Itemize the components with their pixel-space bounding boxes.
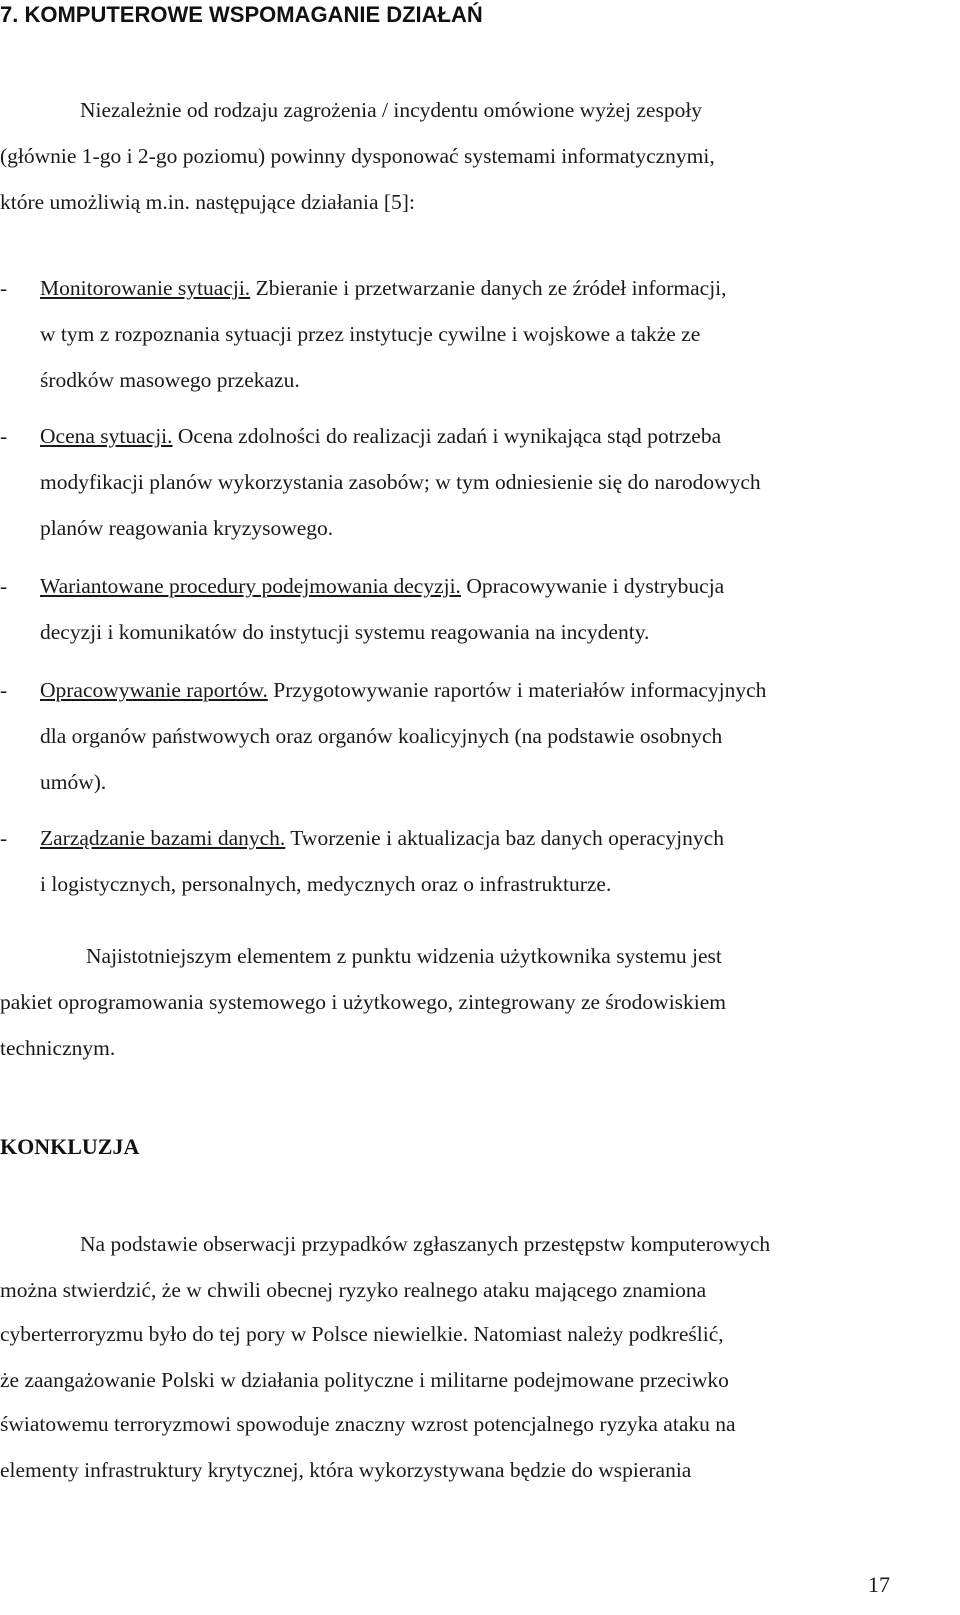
list-item-first-line bbox=[40, 424, 721, 449]
item-text: Przygotowywanie raportów i materiałów informacyjnych bbox=[267, 678, 767, 702]
paragraph-2-line-1: Najistotniejszym elementem z punktu widzenia użytkownika systemu jest bbox=[86, 944, 722, 968]
list-item-line: planów reagowania kryzysowego. bbox=[40, 516, 334, 540]
item-text: Ocena zdolności do realizacji zadań i wynikająca stąd potrzeba bbox=[172, 424, 722, 448]
list-item-first-line bbox=[40, 678, 766, 703]
intro-line-1: Niezależnie od rodzaju zagrożenia / incydentu omówione wyżej zespoły bbox=[80, 98, 703, 122]
list-item-line: modyfikacji planów wykorzystania zasobów; w tym odniesienie się do narodowych bbox=[40, 470, 761, 494]
list-dash: - bbox=[0, 574, 8, 598]
conclusion-heading: KONKLUZJA bbox=[0, 1134, 140, 1159]
conclusion-line-3: cyberterroryzmu było do tej pory w Polsce niewielkie. Natomiast należy podkreślić, bbox=[0, 1322, 724, 1346]
item-title: Zarządzanie bazami danych. bbox=[40, 826, 286, 850]
list-dash: - bbox=[0, 826, 8, 850]
page-number: 17 bbox=[868, 1572, 890, 1597]
item-title: Wariantowane procedury podejmowania decyzji. bbox=[40, 574, 461, 598]
conclusion-line-1: Na podstawie obserwacji przypadków zgłaszanych przestępstw komputerowych bbox=[80, 1232, 771, 1256]
list-item-first-line bbox=[40, 826, 724, 851]
list-dash: - bbox=[0, 424, 8, 448]
list-dash: - bbox=[0, 678, 8, 702]
conclusion-line-5: światowemu terroryzmowi spowoduje znaczny wzrost potencjalnego ryzyka ataku na bbox=[0, 1412, 736, 1436]
list-item-line: i logistycznych, personalnych, medycznych oraz o infrastrukturze. bbox=[40, 872, 612, 896]
item-title: Monitorowanie sytuacji. bbox=[40, 276, 251, 300]
list-item-line: umów). bbox=[40, 770, 107, 794]
item-title: Ocena sytuacji. bbox=[40, 424, 173, 448]
conclusion-line-6: elementy infrastruktury krytycznej, która wykorzystywana będzie do wspierania bbox=[0, 1458, 692, 1482]
paragraph-2-line-2: pakiet oprogramowania systemowego i użytkowego, zintegrowany ze środowiskiem bbox=[0, 990, 727, 1014]
list-item-line: środków masowego przekazu. bbox=[40, 368, 300, 392]
paragraph-2-line-3: technicznym. bbox=[0, 1036, 116, 1060]
item-title: Opracowywanie raportów. bbox=[40, 678, 268, 702]
list-dash: - bbox=[0, 276, 8, 300]
list-item-line: decyzji i komunikatów do instytucji systemu reagowania na incydenty. bbox=[40, 620, 650, 644]
item-text: Tworzenie i aktualizacja baz danych operacyjnych bbox=[285, 826, 724, 850]
section-heading: 7. KOMPUTEROWE WSPOMAGANIE DZIAŁAŃ bbox=[0, 2, 483, 27]
item-text: Opracowywanie i dystrybucja bbox=[460, 574, 725, 598]
item-text: Zbieranie i przetwarzanie danych ze źródeł informacji, bbox=[250, 276, 727, 300]
list-item-first-line bbox=[40, 574, 724, 599]
list-item-line: w tym z rozpoznania sytuacji przez instytucje cywilne i wojskowe a także ze bbox=[40, 322, 701, 346]
intro-line-3: które umożliwią m.in. następujące działania [5]: bbox=[0, 190, 415, 214]
conclusion-line-4: że zaangażowanie Polski w działania polityczne i militarne podejmowane przeciwko bbox=[0, 1368, 729, 1392]
conclusion-line-2: można stwierdzić, że w chwili obecnej ryzyko realnego ataku mającego znamiona bbox=[0, 1278, 707, 1302]
intro-line-2: (głównie 1-go i 2-go poziomu) powinny dysponować systemami informatycznymi, bbox=[0, 144, 715, 168]
list-item-first-line bbox=[40, 276, 727, 301]
list-item-line: dla organów państwowych oraz organów koalicyjnych (na podstawie osobnych bbox=[40, 724, 723, 748]
